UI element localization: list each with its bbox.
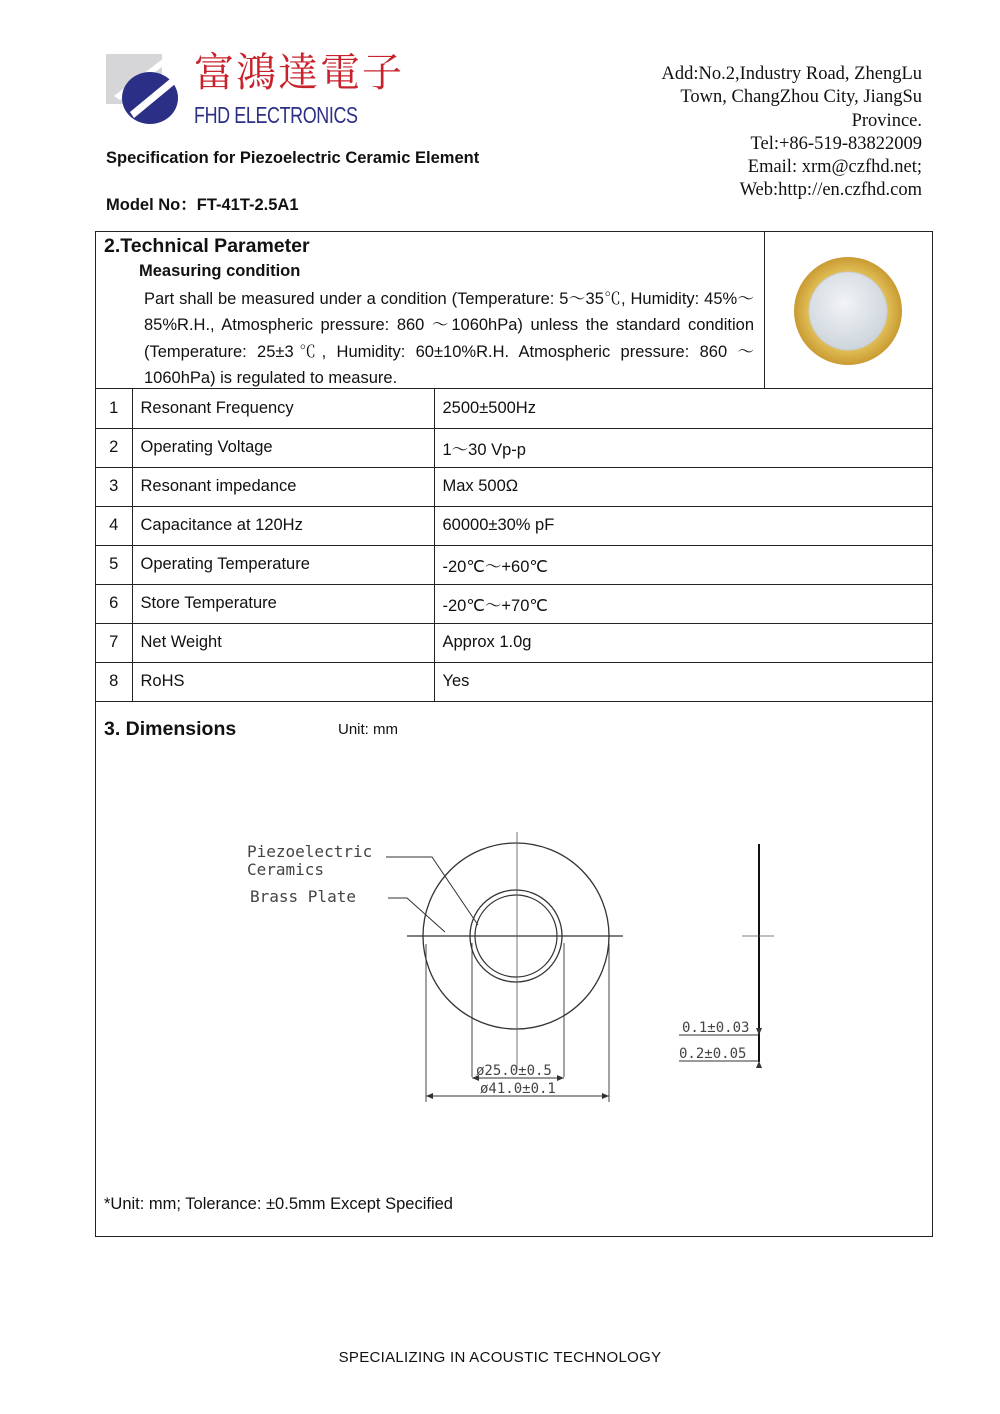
label-thickness-ceramic: 0.1±0.03 (682, 1020, 750, 1036)
label-piezo-line1: Piezoelectric (247, 842, 373, 861)
company-name-chinese: 富鴻達電子 (194, 50, 404, 96)
parameter-value: 1～30 Vp-p (434, 428, 933, 467)
measuring-condition-title: Measuring condition (139, 262, 301, 280)
parameter-value: Yes (434, 662, 933, 701)
address-line: Province. (851, 110, 922, 131)
label-piezo-line2: Ceramics (247, 860, 325, 879)
label-outer-diameter: ø41.0±0.1 (480, 1081, 556, 1097)
web-line: Web:http://en.czfhd.com (739, 180, 922, 201)
email-line: Email: xrm@czfhd.net; (747, 157, 922, 178)
dimensions-unit: Unit: mm (338, 721, 398, 738)
parameter-value: -20℃～+60℃ (434, 545, 933, 584)
parameter-value: Approx 1.0g (434, 623, 933, 662)
label-brass-plate: Brass Plate (250, 887, 356, 906)
parameter-name: Net Weight (132, 623, 434, 662)
dimension-drawing (96, 232, 933, 1236)
label-thickness-total: 0.2±0.05 (679, 1046, 747, 1062)
parameter-value: Max 500Ω (434, 467, 933, 506)
address-line: Town, ChangZhou City, JiangSu (680, 87, 922, 108)
company-logo (104, 52, 188, 130)
parameter-name: Operating Voltage (132, 428, 434, 467)
parameter-value: 60000±30% pF (434, 506, 933, 545)
parameter-number: 3 (96, 467, 132, 506)
parameter-name: Operating Temperature (132, 545, 434, 584)
parameter-number: 7 (96, 623, 132, 662)
parameter-name: Resonant Frequency (132, 389, 434, 428)
company-name-english: FHD ELECTRONICS (194, 102, 358, 128)
parameter-number: 1 (96, 389, 132, 428)
spec-frame (95, 231, 933, 1237)
section-title-technical: 2.Technical Parameter (104, 235, 310, 257)
address-line: Add:No.2,Industry Road, ZhengLu (661, 64, 922, 84)
spec-title: Specification for Piezoelectric Ceramic Element (106, 149, 480, 167)
parameter-name: Store Temperature (132, 584, 434, 623)
parameter-value: 2500±500Hz (434, 389, 933, 428)
tolerance-footnote: *Unit: mm; Tolerance: ±0.5mm Except Specified (104, 1195, 453, 1213)
measuring-condition-text: Part shall be measured under a condition (Temperature: 5～35℃, Humidity: 45%～85%R.H., Atmospheric pressure: 860 ～1060hPa) unless the standard condition (Temperature: 25±3℃, Humidity: 60±10%R.H. Atmospheric pressure: 860 ～1060hPa) is regulated to measure. (144, 290, 754, 387)
parameter-name: Capacitance at 120Hz (132, 506, 434, 545)
section-title-dimensions: 3. Dimensions (104, 718, 237, 740)
parameter-number: 2 (96, 428, 132, 467)
parameter-number: 4 (96, 506, 132, 545)
parameter-number: 6 (96, 584, 132, 623)
parameter-number: 8 (96, 662, 132, 701)
phone-line: Tel:+86-519-83822009 (750, 133, 922, 154)
model-number: Model No：FT-41T-2.5A1 (106, 196, 299, 214)
company-address (661, 63, 922, 203)
parameter-number: 5 (96, 545, 132, 584)
label-inner-diameter: ø25.0±0.5 (476, 1063, 552, 1079)
page-footer: SPECIALIZING IN ACOUSTIC TECHNOLOGY (338, 1349, 662, 1366)
parameter-name: Resonant impedance (132, 467, 434, 506)
parameter-value: -20℃～+70℃ (434, 584, 933, 623)
parameter-name: RoHS (132, 662, 434, 701)
